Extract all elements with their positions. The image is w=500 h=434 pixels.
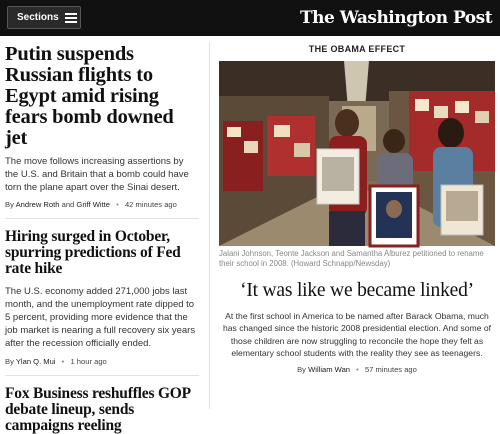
top-nav-bar — [0, 0, 500, 36]
byline-separator: • — [356, 365, 359, 375]
story-headline[interactable]: Hiring surged in October, spurring predictions of Fed rate hike — [5, 228, 181, 277]
feature-photo[interactable] — [219, 61, 495, 246]
story-hiring — [5, 229, 199, 366]
story-putin — [5, 44, 199, 209]
story-timestamp: 42 minutes ago — [124, 200, 177, 209]
feature-headline[interactable]: ‘It was like we became linked’ — [240, 280, 474, 301]
feature-story — [219, 40, 495, 374]
feature-kicker[interactable]: THE OBAMA EFFECT — [308, 44, 406, 54]
washington-post-logo[interactable]: The Washington Post — [300, 8, 493, 28]
author-link[interactable]: Griff Witte — [76, 200, 111, 209]
sections-label: Sections — [17, 12, 59, 23]
byline-prefix: By — [5, 200, 14, 209]
feature-photo-illustration — [219, 61, 495, 246]
story-blurb: The U.S. economy added 271,000 jobs last month, and the unemployment rate dipped to 5 percent, providing more evidence that the job market is nearing a full recovery six years after the recession officially ended. — [5, 286, 196, 349]
story-timestamp: 1 hour ago — [70, 357, 107, 366]
byline-separator: • — [61, 357, 65, 366]
feature-blurb: At the first school in America to be named after Barack Obama, much has changed since the historic 2008 presidential election. And some of those children are now struggling to reconcile the hope they felt as elementary school students with the reality they see as teenagers. — [222, 311, 491, 358]
photo-caption: Jalani Johnson, Teonte Jackson and Samantha Alburez petitioned to rename their school in 2008. (Howard Schnapp/Newsday) — [219, 249, 484, 268]
story-headline[interactable]: Putin suspends Russian flights to Egypt amid rising fears bomb downed jet — [5, 43, 174, 149]
byline-prefix: By — [297, 365, 306, 375]
byline-separator: • — [116, 200, 119, 209]
author-link[interactable]: Ylan Q. Mui — [15, 357, 56, 366]
story-byline — [5, 357, 199, 366]
story-divider — [5, 375, 199, 376]
story-headline[interactable]: Fox Business reshuffles GOP debate lineup, sends campaigns reeling — [5, 385, 191, 434]
story-blurb: The move follows increasing assertions by the U.S. and Britain that a bomb could have torn the plane apart over the Sinai desert. — [5, 156, 189, 193]
feature-byline — [219, 365, 495, 374]
author-link[interactable]: Andrew Roth — [15, 200, 60, 209]
byline-prefix: By — [5, 357, 14, 366]
left-story-column — [5, 40, 199, 434]
story-fox-business — [5, 386, 199, 434]
sections-button[interactable] — [7, 6, 81, 29]
story-timestamp: 57 minutes ago — [364, 365, 417, 375]
byline-and: and — [61, 200, 75, 209]
story-divider — [5, 218, 199, 219]
hamburger-menu-icon — [65, 13, 77, 23]
author-link[interactable]: William Wan — [308, 365, 351, 375]
story-byline — [5, 200, 199, 209]
column-divider — [209, 42, 210, 409]
